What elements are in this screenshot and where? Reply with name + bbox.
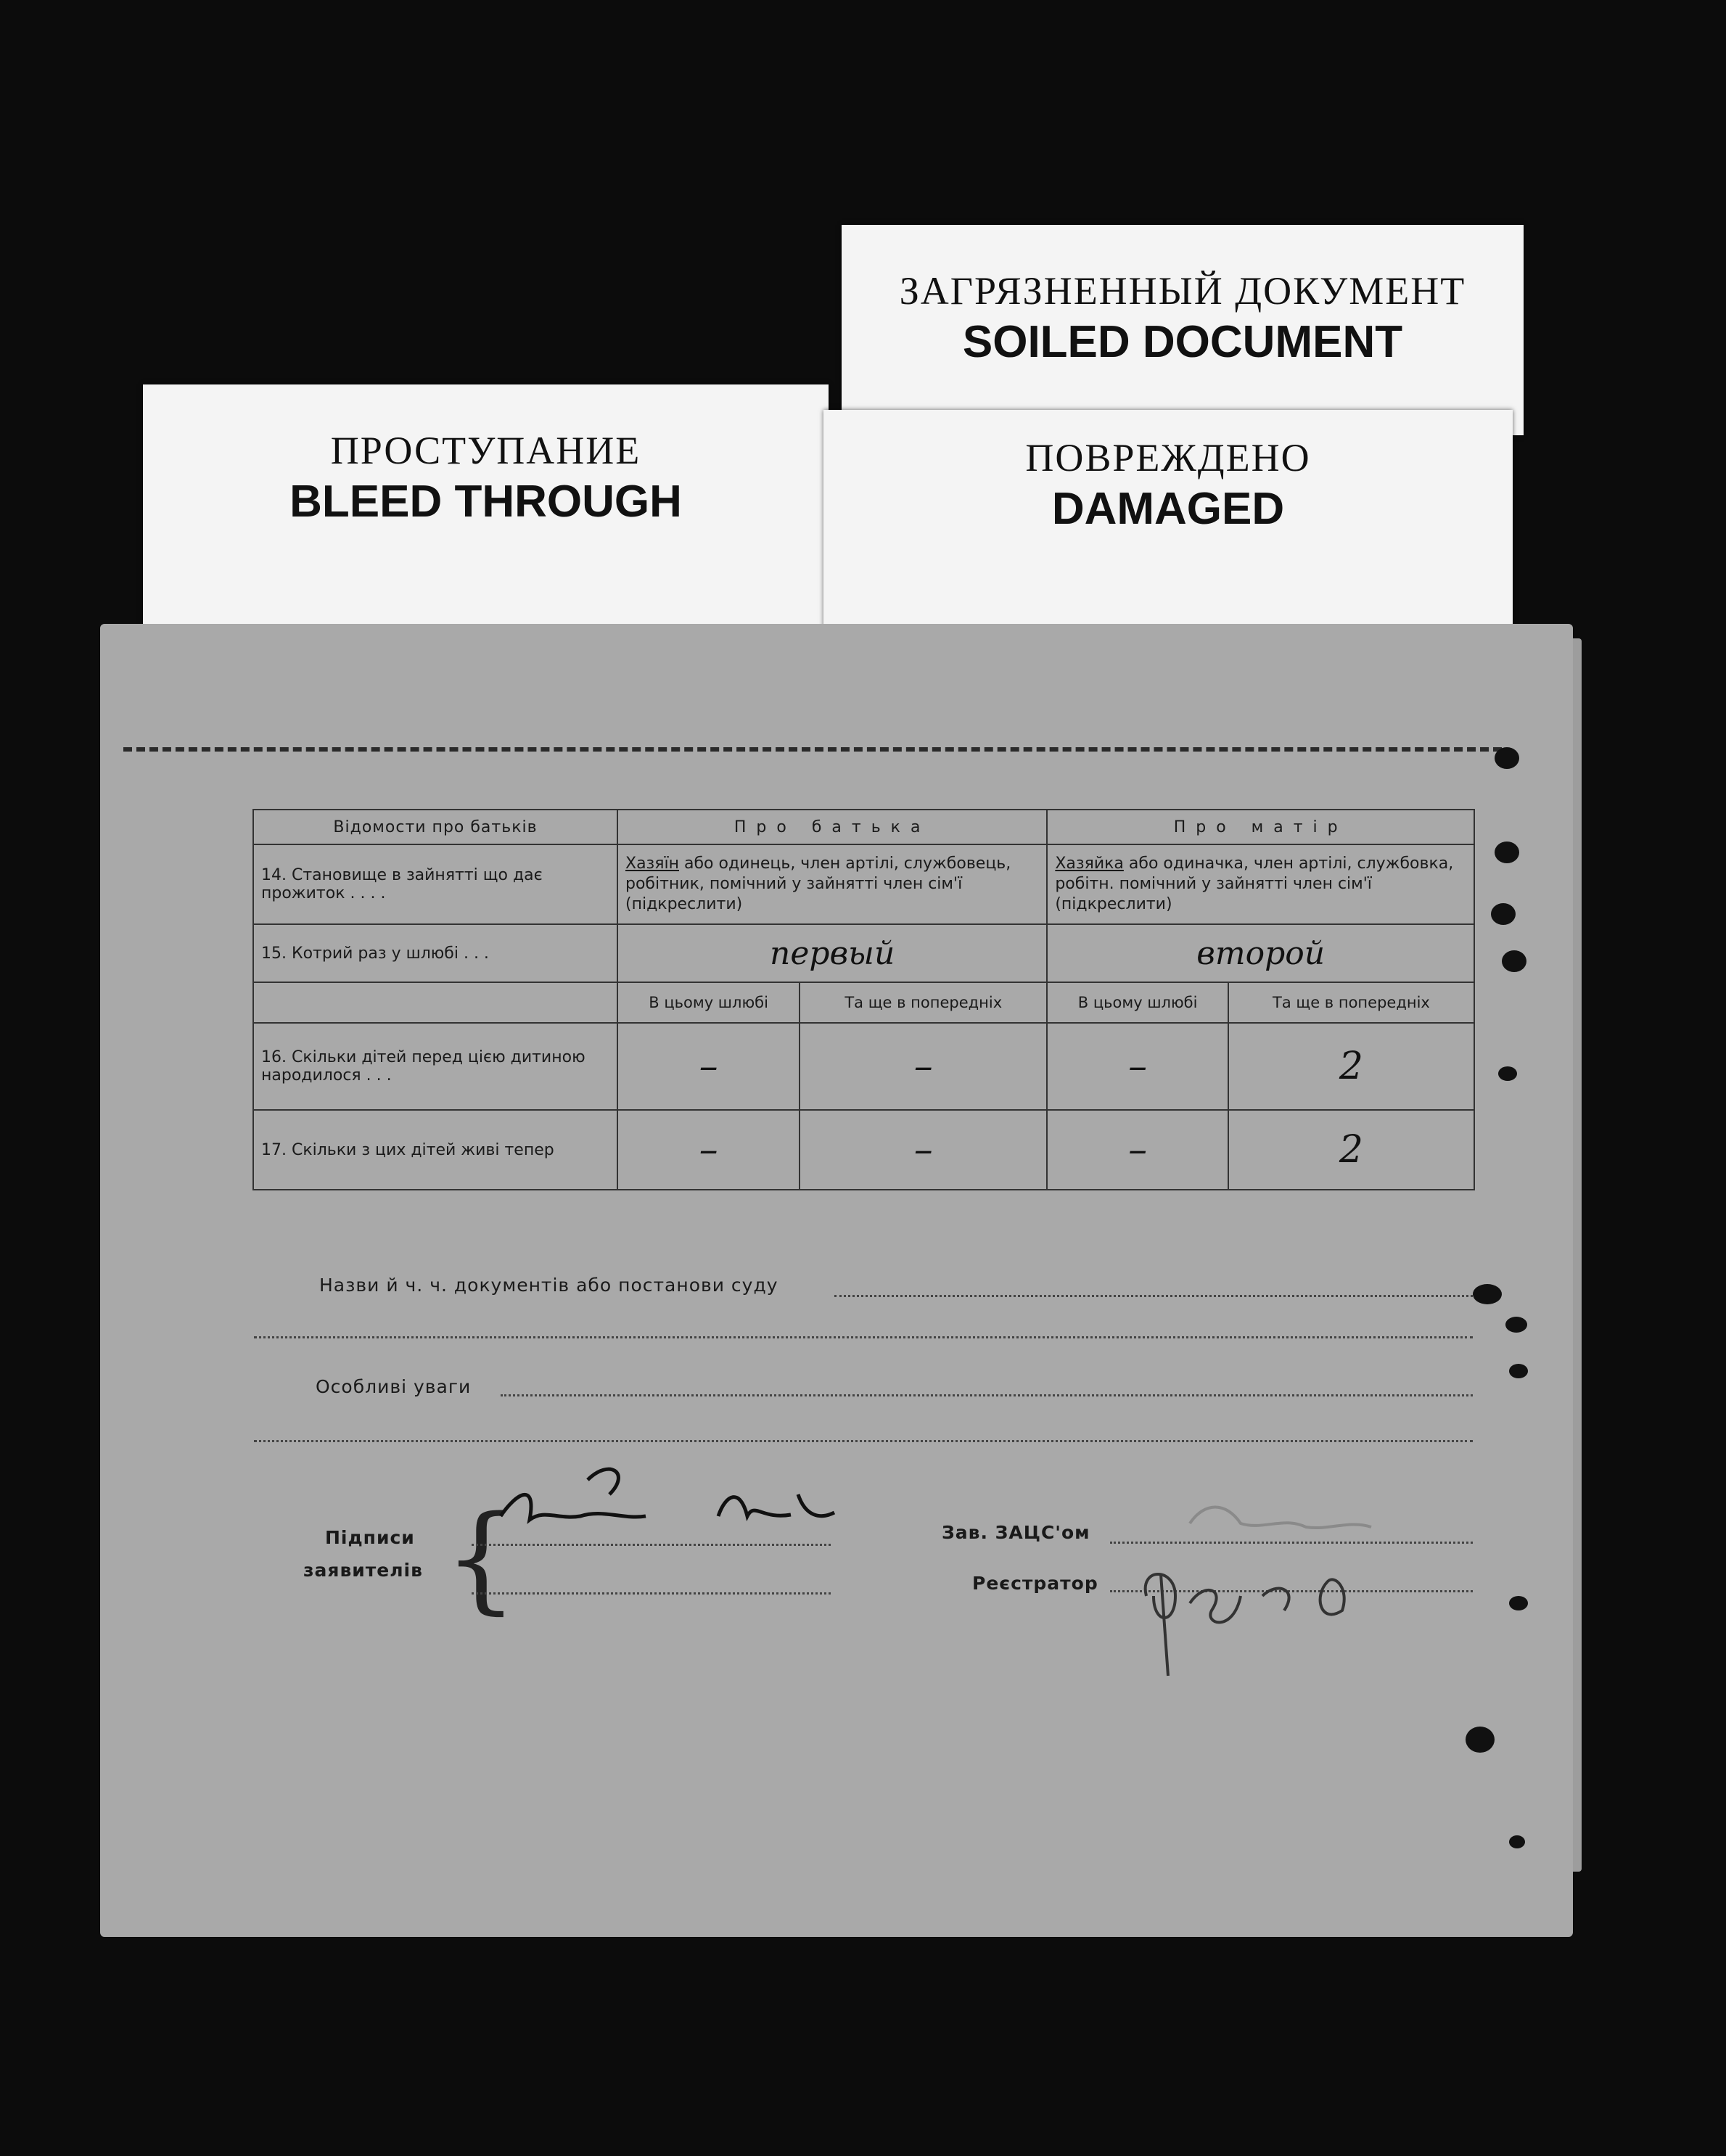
q14-mother-text: або одиначка, член артілі, службовка, робітн. помічний у зайнятті член сім'ї (підкреслити) xyxy=(1055,855,1454,913)
documents-dotted-line xyxy=(834,1295,1473,1297)
punch-hole xyxy=(1509,1364,1528,1378)
perforation-line xyxy=(123,747,1502,752)
notes-dotted-line-2 xyxy=(254,1440,1473,1442)
punch-hole xyxy=(1509,1835,1525,1848)
q17-value: – xyxy=(1047,1110,1228,1190)
signatures-label: Підписи xyxy=(325,1527,415,1548)
q15-father-value: первый xyxy=(617,924,1047,982)
signature-line-2 xyxy=(472,1592,831,1595)
punch-hole xyxy=(1491,903,1516,925)
sub-father-in-marriage: В цьому шлюбі xyxy=(617,982,800,1023)
punch-hole xyxy=(1495,747,1519,769)
damaged-en-label: DAMAGED xyxy=(1051,484,1285,534)
q15-mother-value: второй xyxy=(1047,924,1474,982)
damaged-card xyxy=(823,410,1513,649)
q16-value: – xyxy=(1047,1023,1228,1110)
q14-father-options xyxy=(617,844,1047,924)
q15-label: 15. Котрий раз у шлюбі . . . xyxy=(253,924,617,982)
documents-dotted-line-2 xyxy=(254,1336,1473,1338)
bleed-ru-label: ПРОСТУПАНИЕ xyxy=(330,429,641,472)
registrar-label: Реєстратор xyxy=(972,1573,1098,1594)
notes-dotted-line xyxy=(501,1394,1473,1396)
bleed-en-label: BLEED THROUGH xyxy=(289,477,682,527)
punch-hole xyxy=(1502,950,1526,972)
q17-label: 17. Скільки з цих дітей живі тепер xyxy=(253,1110,617,1190)
applicant-signature xyxy=(486,1451,892,1552)
parents-table xyxy=(252,809,1475,1190)
q14-mother-options xyxy=(1047,844,1474,924)
documents-label: Назви й ч. ч. документів або постанови суду xyxy=(319,1275,778,1296)
q17-value: – xyxy=(617,1110,800,1190)
header-parents-info: Відомости про батьків xyxy=(253,810,617,844)
sub-mother-previous: Та ще в попередніх xyxy=(1228,982,1474,1023)
damaged-ru-label: ПОВРЕЖДЕНО xyxy=(1025,436,1311,480)
q17-value: – xyxy=(800,1110,1047,1190)
punch-hole xyxy=(1505,1317,1527,1333)
signatures-brace: { xyxy=(444,1490,518,1626)
q16-label: 16. Скільки дітей перед цією дитиною народилося . . . xyxy=(253,1023,617,1110)
q14-label: 14. Становище в зайнятті що дає прожиток . . . . xyxy=(253,844,617,924)
sub-father-previous: Та ще в попередніх xyxy=(800,982,1047,1023)
bleed-through-card xyxy=(143,384,829,646)
registrar-signature xyxy=(1132,1552,1378,1690)
header-father: Про батька xyxy=(617,810,1047,844)
q17-value: 2 xyxy=(1228,1110,1474,1190)
notes-label: Особливі уваги xyxy=(316,1376,472,1397)
punch-hole xyxy=(1495,842,1519,863)
sub-header-blank xyxy=(253,982,617,1023)
sub-mother-in-marriage: В цьому шлюбі xyxy=(1047,982,1228,1023)
soiled-ru-label: ЗАГРЯЗНЕННЫЙ ДОКУМЕНТ xyxy=(899,269,1466,313)
punch-hole xyxy=(1498,1066,1517,1081)
q14-father-text: або одинець, член артілі, службовець, робітник, помічний у зайнятті член сім'ї (підкреслити) xyxy=(625,855,1011,913)
punch-hole xyxy=(1466,1727,1495,1753)
q14-mother-underlined: Хазяйка xyxy=(1055,855,1124,873)
punch-hole xyxy=(1509,1596,1528,1610)
signatures-label-2: заявителів xyxy=(303,1560,423,1581)
soiled-en-label: SOILED DOCUMENT xyxy=(962,317,1403,367)
punch-hole xyxy=(1473,1284,1502,1304)
soiled-document-card xyxy=(842,225,1524,435)
q16-value: 2 xyxy=(1228,1023,1474,1110)
zags-head-label: Зав. ЗАЦС'ом xyxy=(942,1522,1090,1543)
header-mother: Про матір xyxy=(1047,810,1474,844)
zags-head-signature xyxy=(1175,1487,1393,1545)
q14-father-underlined: Хазяїн xyxy=(625,855,679,873)
q16-value: – xyxy=(800,1023,1047,1110)
q16-value: – xyxy=(617,1023,800,1110)
parents-info-form xyxy=(252,809,1475,1190)
